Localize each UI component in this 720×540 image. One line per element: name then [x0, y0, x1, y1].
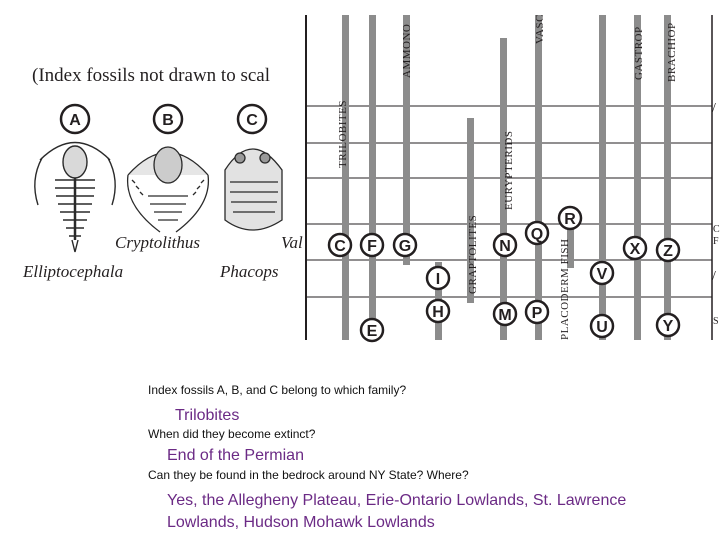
range-marker-u	[591, 315, 613, 337]
svg-text:M: M	[498, 307, 512, 324]
question-3: Can they be found in the bedrock around NY State? Where?	[148, 468, 469, 482]
right-edge-mark-5: S	[713, 316, 719, 327]
svg-text:E: E	[366, 323, 378, 340]
group-label-ammono: AMMONO	[401, 23, 413, 78]
range-marker-v	[591, 262, 613, 284]
svg-text:U: U	[596, 319, 608, 336]
answer-3-line-2: Lowlands, Hudson Mohawk Lowlands	[167, 514, 435, 531]
fossil-name-elliptocephala: Elliptocephala	[23, 262, 124, 281]
range-marker-c	[329, 234, 351, 256]
svg-text:A: A	[69, 112, 81, 129]
svg-text:X: X	[629, 241, 641, 258]
range-marker-r	[559, 207, 581, 229]
svg-text:H: H	[432, 304, 444, 321]
trilobite-c-drawing	[225, 149, 282, 230]
trilobite-a-drawing	[35, 143, 115, 253]
svg-text:V: V	[596, 266, 608, 283]
svg-text:R: R	[564, 211, 576, 228]
fossil-id-b	[154, 105, 182, 133]
svg-text:G: G	[398, 238, 412, 255]
range-marker-m	[494, 303, 516, 325]
range-marker-y	[657, 314, 679, 336]
fossil-id-a	[61, 105, 89, 133]
question-1: Index fossils A, B, and C belong to which family?	[148, 383, 407, 397]
fossil-name-clipped: Val	[281, 233, 303, 252]
svg-text:C: C	[334, 238, 346, 255]
right-edge-mark-1: /	[712, 101, 716, 116]
right-edge-mark-4: /	[712, 269, 716, 284]
range-marker-e	[361, 319, 383, 341]
range-marker-n	[494, 234, 516, 256]
group-label-trilobites: TRILOBITES	[337, 100, 349, 168]
answer-2: End of the Permian	[167, 447, 304, 464]
group-label-graptolites: GRAPTOLITES	[467, 214, 479, 294]
svg-text:Z: Z	[663, 243, 673, 260]
fossil-id-c	[238, 105, 266, 133]
range-marker-z	[657, 239, 679, 261]
figure-caption: (Index fossils not drawn to scal	[32, 65, 270, 86]
range-marker-q	[526, 222, 548, 244]
answer-1: Trilobites	[175, 407, 240, 424]
svg-text:Q: Q	[530, 226, 544, 243]
group-label-brachiop: BRACHIOP	[666, 22, 678, 82]
svg-text:C: C	[246, 112, 258, 129]
group-label-placoderm-fish: PLACODERM FISH	[559, 238, 571, 340]
right-edge-mark-3: F	[713, 236, 719, 247]
svg-text:I: I	[435, 271, 441, 288]
range-marker-x	[624, 237, 646, 259]
group-label-vasc: VASC	[534, 14, 546, 44]
range-marker-i	[427, 267, 449, 289]
range-marker-h	[427, 300, 449, 322]
svg-text:B: B	[162, 112, 174, 129]
fossil-name-cryptolithus: Cryptolithus	[115, 233, 201, 252]
answer-3-line-1: Yes, the Allegheny Plateau, Erie-Ontario Lowlands, St. Lawrence	[167, 492, 627, 509]
svg-text:N: N	[499, 238, 511, 255]
svg-text:F: F	[367, 238, 377, 255]
trilobite-b-drawing	[128, 147, 209, 232]
range-marker-p	[526, 301, 548, 323]
svg-text:Y: Y	[662, 318, 674, 335]
group-label-eurypterids: EURYPTERIDS	[503, 130, 515, 210]
svg-text:P: P	[531, 305, 543, 322]
range-marker-g	[394, 234, 416, 256]
range-chart	[306, 14, 720, 341]
question-2: When did they become extinct?	[148, 427, 316, 441]
range-marker-f	[361, 234, 383, 256]
right-edge-mark-2: C	[713, 224, 720, 235]
group-label-gastrop: GASTROP	[633, 26, 645, 80]
fossil-name-phacops: Phacops	[220, 262, 279, 281]
